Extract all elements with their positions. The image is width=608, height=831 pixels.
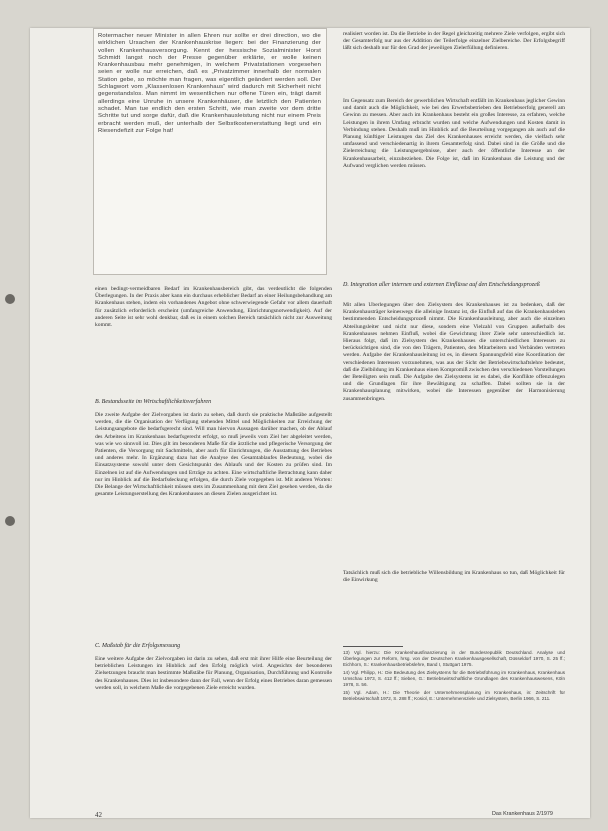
- footnotes: [343, 650, 565, 704]
- left-paragraph-3: Eine weitere Aufgabe der Zielvorgaben ist darin zu sehen, daß erst mit ihrer Hilfe eine Beurteilung der betrieblichen Leistungen im Hinblick auf den Erfolg möglich wird. Angesichts der besonderen Zielsetzungen braucht man bestimmte Maßstäbe für Planung, Organisation, Durchführung und Kontrolle des Krankenhauses. Dies ist insbesondere dann der Fall, wenn der Erfolg eines Betriebes daran gemessen werden soll, in welchem Maße die vorgegebenen Ziele erreicht wurden.: [95, 656, 332, 691]
- right-column-top: [343, 31, 565, 89]
- left-column-intro: [95, 286, 332, 378]
- section-heading-b: B. Bestandsseite im Wirtschaftlichkeitsverfahren: [95, 399, 212, 405]
- right-paragraph-3: Mit allen Überlegungen über den Zielsystem des Krankenhauses ist zu bedenken, daß der Krankenhausträger keineswegs die alleinige Instanz ist, die Einfluß auf das die Krankenhausleben bestimmenden Entscheidungsprozeß nimmt. Die Krankenhausleitung, aber auch die einzelnen Abteilungsleiter und nicht nur diese, sondern eine Vielzahl von Gruppen außerhalb des Krankenhauses nehmen Einfluß, wobei die Gewichtung ihrer Ziele sehr unterschiedlich ist. Hieraus folgt, daß im Zielsystem des Krankenhauses die unterschiedlichen Interessen zu berücksichtigen sind, die von den Trägern, Patienten, den Mitarbeitern und Verbänden vertreten werden. Aufgabe der Krankenhausleitung ist es, in diesem Spannungsfeld eine Koordination der verschiedenen Interessen vorzunehmen, was aus der Sicht der Betriebswirtschaftslehre bedeutet, daß die Zielbildung im Krankenhaus einen Kompromiß zwischen den verschiedenen Vorstellungen der Beteiligten sein muß. Die Aufgabe des Zielsystems ist es dabei, die Konflikte offenzulegen und die Grundlagen für ihre Bewältigung zu schaffen. Dabei sollten sie in der Krankenhausplanung mitwirken, wobei die Interessen gegenüber der Harmonisierung zusammenbringen.: [343, 302, 565, 402]
- right-paragraph-2: Im Gegensatz zum Bereich der gewerblichen Wirtschaft entfällt im Krankenhaus jeglicher Gewinn und damit auch die Möglichkeit, wie bei den Erwerbsbetrieben den Betriebserfolg generell am Gewinn zu messen. Aber auch im Krankenhaus besteht ein großes Interesse, zu erfahren, welche Leistungen in ihrem Umfang erbracht wurden und welche Aufwendungen und Kosten damit in Verbindung stehen. Deshalb muß im Hinblick auf die Beurteilung vorgegangen als auch auf die Planung künftiger Leistungen das Ziel des Krankenhauses erreicht werden, die vielfach sehr umfassend und verschiedenartig in ihrem Gesamterfolg sind. Dabei sind in die Größe und die Zielerreichung die Leistungsergebnisse, aber auch der öffentliche Interesse an der Krankenhausarbeit, einzubeziehen. Die Folge ist, daß im Krankenhaus die Leistung und der Aufwand verglichen werden müssen.: [343, 98, 565, 169]
- binder-hole-bottom: [5, 516, 15, 526]
- left-paragraph-1: einen bedingt-vermeidbaren Bedarf im Krankenhausbereich gibt, das verdeutlicht die folgenden Überlegungen. In der Praxis aber kann ein durchaus erheblicher Bedarf an einer Heilungsbehandlung am Krankenhaus stehen, indem ein vorhandenes Angebot ohne schwerwiegende Gefahr vor allem dauerhaft für zusätzlich erforderlich erscheint (umfangreiche Anwendung, Einrichtungsnotwendigkeit). Auf der anderen Seite ist sehr wohl denkbar, daß es in einem solchen Bereich tatsächlich nicht zur Ausweitung kommt.: [95, 286, 332, 329]
- boxed-insert-text: Rotermacher neuer Minister in allen Ehren nur sollte er drei direction, wo die wirklichen Ursachen der Krankenhauskrise liegen: bei der Finanzierung der vollen Krankenhausversorgung. Kennt der hessische Sozialminister Horst Schmidt langst noch der Presse gegenüber erklärte, er wolle keinen Krankenhausbau mehr genehmigen, in welchem Privatstationen vorgesehen seien er wolle nur erreichen, daß es „Privatzimmer innerhalb der normalen Station gebe, so möchte man fragen, was eigentlich geändert werden soll. Der Schlagwort vom „Klassenlosen Krankenhaus“ wird dadurch mit Sicherheit nicht gegenstandslos. Man nimmt im wesentlichen nur offene Türen ein, trägt damit allerdings eine Unruhe in unsere Krankenhäuser, die letztlich den Patienten schadet. Man tue endlich den ersten Schritt, wie man zweite vor dem dritte Schritte tut und sorge dafür, daß die Krankenhausleistung nicht nur einem Preis erbracht werden muß, der unterhalb der Selbstkostenerstattung liegt und ein Riesendefizit zur Folge hat!: [98, 33, 321, 134]
- section-heading-c: C. Maßstab für die Erfolgsmessung: [95, 643, 181, 649]
- journal-reference: Das Krankenhaus 2/1979: [492, 811, 553, 817]
- right-paragraph-4: Tatsächlich muß sich die betriebliche Willensbildung im Krankenhaus so tun, daß Möglichkeit für die Einwirkung: [343, 570, 565, 584]
- right-column-section-d: [343, 302, 565, 554]
- right-column-second: [343, 98, 565, 264]
- right-paragraph-1: realisiert worden ist. Da die Betriebe in der Regel gleichzeitig mehrere Ziele verfolgen, ergibt sich der Gesamterfolg nur aus der Addition der Teilerfolge einzelner Zielbereiche. Der Erfolgsbegriff läßt sich deshalb nur für den Grad der jeweiligen Zielerfüllung definieren.: [343, 31, 565, 52]
- left-column-section-c: [95, 656, 332, 796]
- footnote-15: 15) Vgl. Adam, H.: Die Theorie der Unternehmensplanung im Krankenhaus, in: Zeitschrift für Betriebswirtschaft 1972, S. 288 ff.; Kosiol, E.: Unternehmensziele und Zielsystem, Berlin 1966, S. 211.: [343, 690, 565, 701]
- footnote-13: 13) Vgl. hierzu: Die Krankenhausfinanzierung in der Bundesrepublik Deutschland. Analyse und Überlegungen zur Reform, hrsg. von der Deutschen Krankenhausgesellschaft, Düsseldorf 1970, S. 25 ff.; Eichhorn, S.: Krankenhausbetriebslehre, Band I, Stuttgart 1975.: [343, 650, 565, 667]
- page-number: 42: [95, 811, 102, 819]
- section-heading-d: D. Integration aller internen und externen Einflüsse auf den Entscheidungsprozeß: [343, 282, 540, 288]
- binder-hole-top: [5, 294, 15, 304]
- footnote-14: 14) Vgl. Philipp, H.: Die Bedeutung des Zielsystems für die Betriebsführung im Krankenhaus, Krankenhaus Umschau 1973, S. 412 ff.; Sieben, G.: Betriebswirtschaftliche Grundlagen des Krankenhauswesens, Köln 1978, S. 56.: [343, 670, 565, 687]
- footnote-divider: [343, 646, 403, 647]
- right-column-continuation: [343, 570, 565, 600]
- left-paragraph-2: Die zweite Aufgabe der Zielvorgaben ist darin zu sehen, daß durch sie praktische Maßstäbe aufgestellt werden, die die Organisation der Verfügung stehenden Mittel und Möglichkeiten zur Erreichung der Leistungsangebote die bedarfsgerecht sind. Will man hiervon Aussagen darüber machen, ob der Ablauf des Arbeitens im Krankenhaus bedarfsgerecht erfolgt, so muß jeweils vom Ziel her abgeleitet werden, was wie wo sinnvoll ist. Dies gilt im besonderen Maße für die ärztliche und pflegerische Versorgung der Patienten, die Versorgung mit Sachmitteln, aber auch für Einrichtungen, die Ausstattung des Betriebes und anderes mehr. In Ergänzung dazu hat die Analyse des Gesamtablaufes Bedeutung, wobei die Einsatzsysteme sowohl unter dem Gesichtspunkt des Ablaufs und der Kosten zu prüfen sind. Im Einzelnen ist auf die Aufwendungen und Erträge zu achten. Eine wirtschaftliche Betrachtung kann daher nur im Hinblick auf die Bedarfsdeckung erfolgen, die durch Ziele vorgegeben ist. Mit anderen Worten: Die Belange der Wirtschaftlichkeit müssen stets im Zusammenhang mit dem Ziel gesehen werden, da die gesamte Leistungserstellung des Krankenhauses an diesen Zielen ausgerichtet ist.: [95, 412, 332, 498]
- left-column-section-b: [95, 412, 332, 620]
